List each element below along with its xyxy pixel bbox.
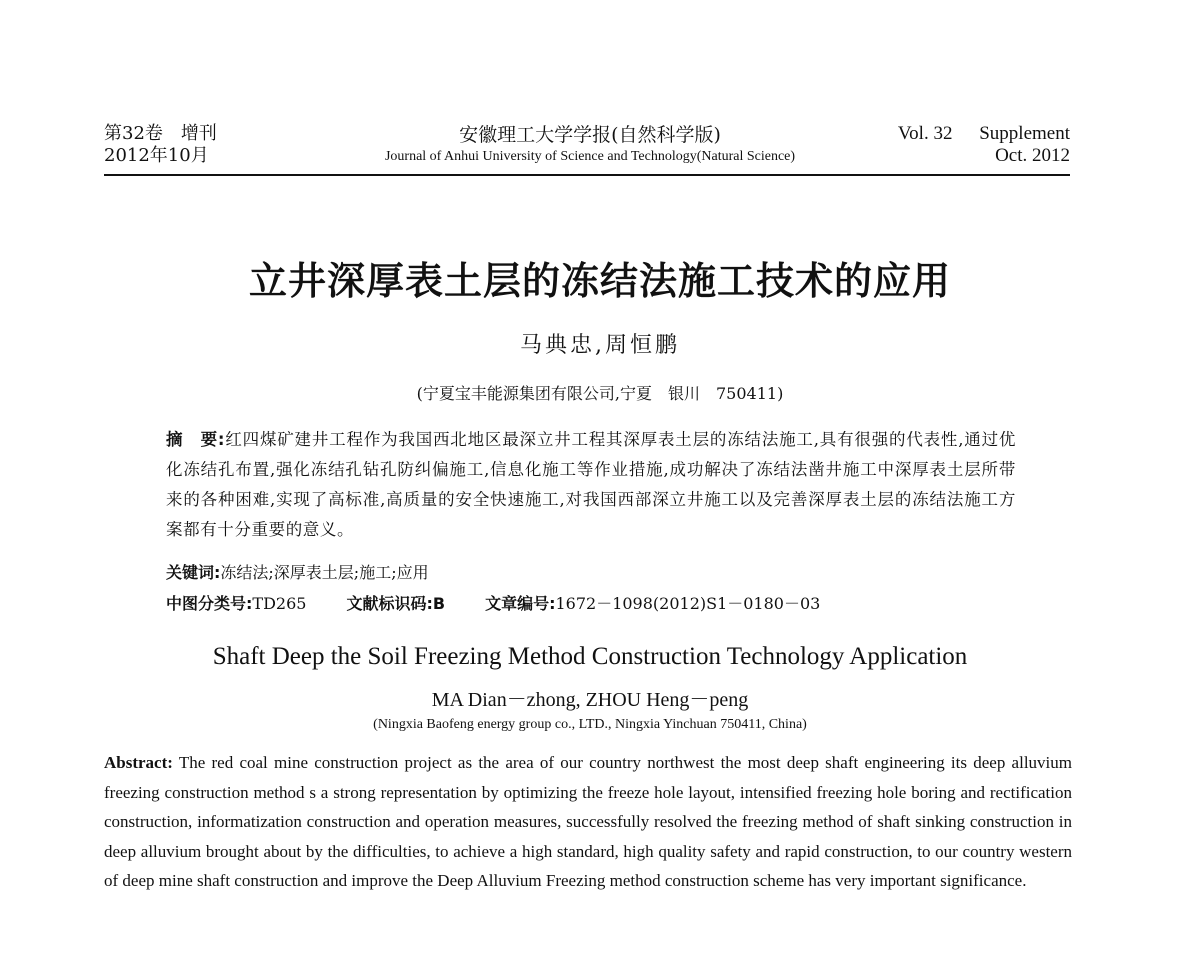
clc-value: TD265: [252, 594, 307, 613]
english-title: Shaft Deep the Soil Freezing Method Construction Technology Application: [212, 643, 968, 670]
classification-line: [166, 591, 820, 614]
header-volume: Vol. 32: [897, 123, 953, 144]
doc-code-label: 文献标识码:: [346, 594, 433, 613]
abstract-en-label: Abstract:: [104, 753, 173, 772]
header-journal: [300, 123, 880, 167]
abstract-en: [104, 748, 1072, 896]
abstract-cn-label: 摘 要:: [166, 430, 226, 449]
article-number-label: 文章编号:: [485, 594, 556, 613]
article-number-value: 1672－1098(2012)S1－0180－03: [555, 594, 821, 613]
header-volume-issue: 第32卷 增刊: [104, 123, 217, 144]
doc-code-value: B: [432, 594, 446, 613]
paper-title: 立井深厚表土层的冻结法施工技术的应用: [248, 258, 951, 303]
header-volume-info: [898, 123, 1070, 167]
header-date-en: Oct. 2012: [995, 145, 1070, 166]
header-supplement: Supplement: [979, 123, 1070, 144]
clc-label: 中图分类号:: [166, 594, 253, 613]
paper-affiliation: (宁夏宝丰能源集团有限公司,宁夏 银川 750411): [416, 384, 784, 403]
abstract-cn: [166, 425, 1016, 545]
keywords: [166, 560, 429, 583]
paper-authors: 马典忠,周恒鹏: [520, 333, 680, 358]
journal-name-cn: 安徽理工大学学报(自然科学版): [459, 124, 721, 146]
english-authors: MA Dian－zhong, ZHOU Heng－peng: [431, 689, 749, 711]
keywords-text: 冻结法;深厚表土层;施工;应用: [220, 563, 429, 582]
header-issue-date: 2012年10月: [104, 145, 209, 166]
abstract-en-text: The red coal mine construction project as the area of our country northwest the most deep shaft engineering its deep alluvium freezing construction method s a strong representation by optimizing the freeze hole layout, intensified freezing hole boring and rectification construction, informatization construction and operation measures, successfully resolved the freezing method of shaft sinking construction in deep alluvium brought about by the difficulties, to achieve a high standard, high quality safety and rapid construction, to our country western of deep mine shaft construction and improve the Deep Alluvium Freezing method construction scheme has very important significance.: [104, 753, 1072, 890]
header-rule: [104, 174, 1070, 176]
english-affiliation: (Ningxia Baofeng energy group co., LTD., Ningxia Yinchuan 750411, China): [373, 717, 807, 732]
header-issue-info: [104, 123, 217, 167]
keywords-label: 关键词:: [166, 563, 221, 582]
journal-name-en: Journal of Anhui University of Science and Technology(Natural Science): [384, 149, 796, 164]
abstract-cn-text: 红四煤矿建井工程作为我国西北地区最深立井工程其深厚表土层的冻结法施工,具有很强的代表性,通过优化冻结孔布置,强化冻结孔钻孔防纠偏施工,信息化施工等作业措施,成功解决了冻结法凿井施工中深厚表土层所带来的各种困难,实现了高标准,高质量的安全快速施工,对我国西部深立井施工以及完善深厚表土层的冻结法施工方案都有十分重要的意义。: [166, 430, 1016, 539]
